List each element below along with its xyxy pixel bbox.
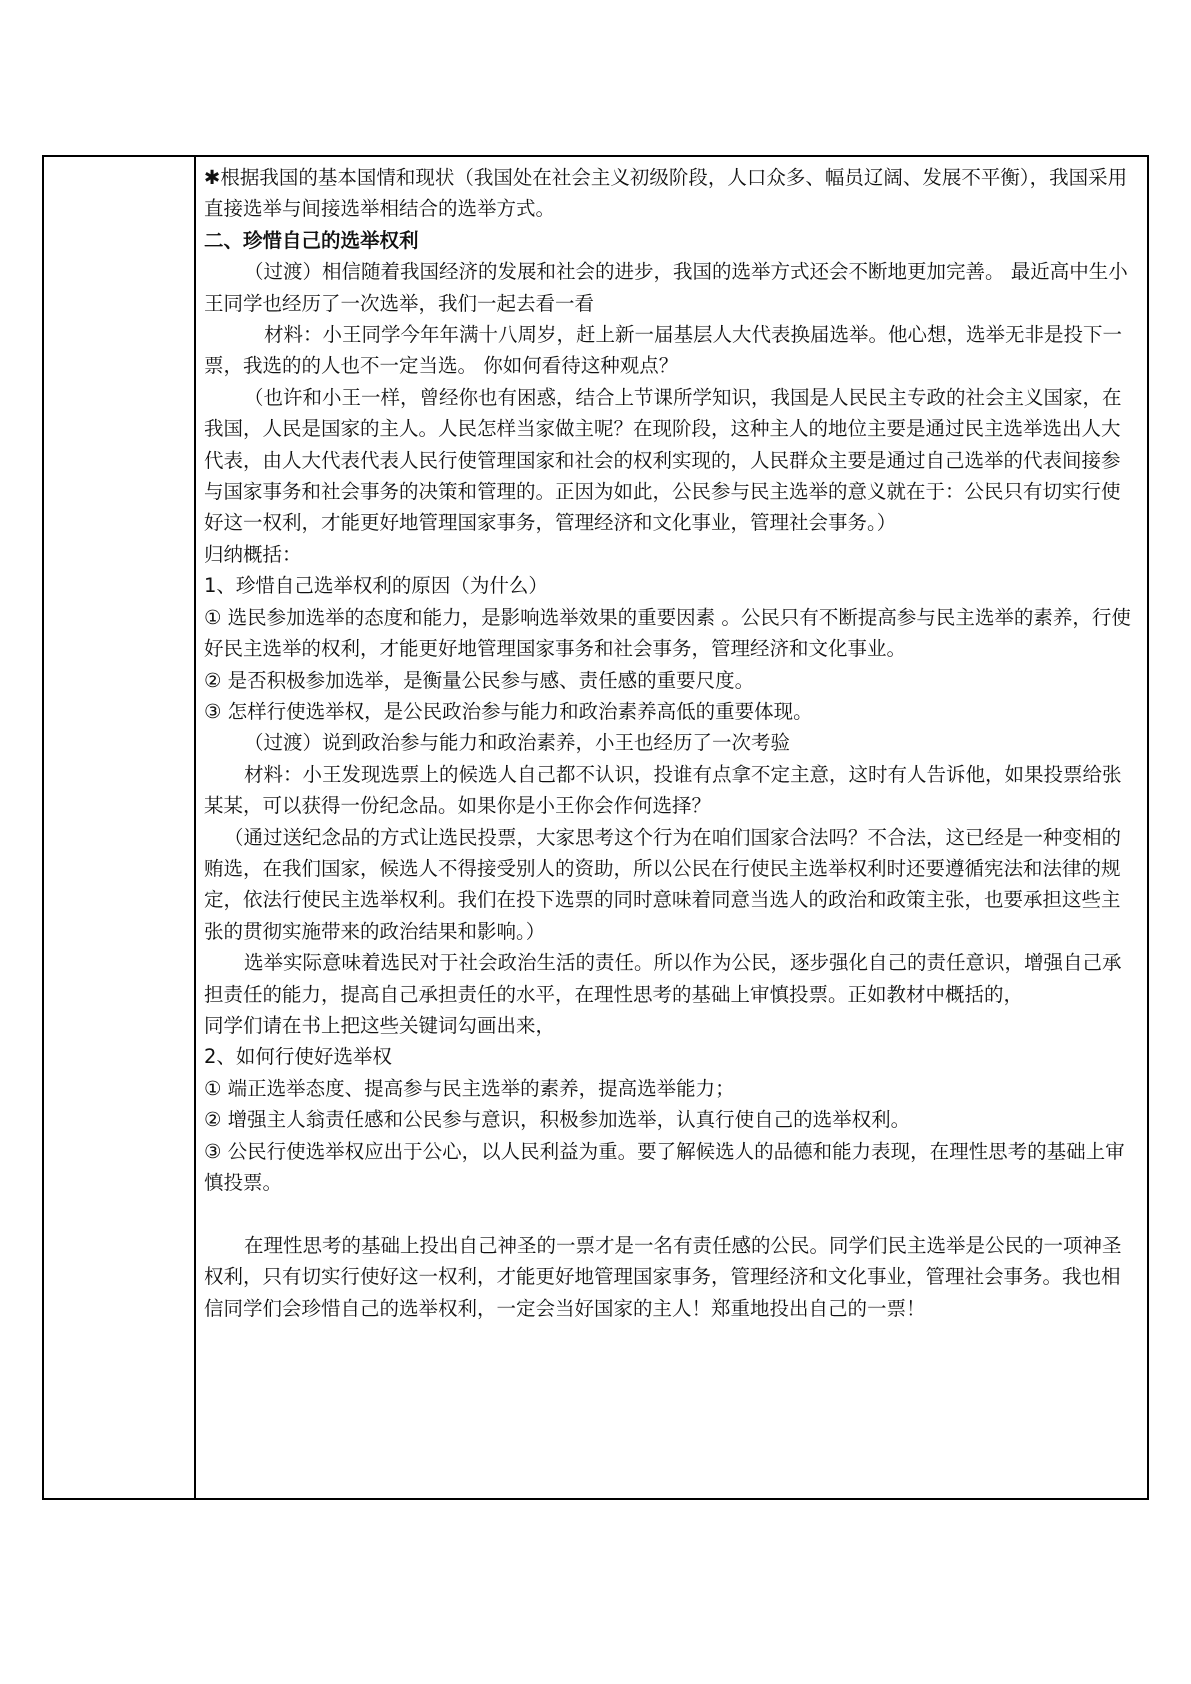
paragraph-material-1: 材料：小王同学今年年满十八周岁，赶上新一届基层人大代表换届选举。他心想，选举无非是投下一票，我选的的人也不一定当选。 你如何看待这种观点？	[204, 323, 1123, 378]
left-column-cell	[44, 157, 196, 1498]
blank-line	[204, 1198, 1139, 1229]
list-item-how-3: ③ 公民行使选举权应出于公心，以人民利益为重。要了解候选人的品德和能力表现，在理性思考的基础上审慎投票。	[204, 1139, 1125, 1194]
list-item-how-1: ① 端正选举态度、提高参与民主选举的素养，提高选举能力；	[204, 1076, 735, 1100]
paragraph-material-2: 材料：小王发现选票上的候选人自己都不认识，投谁有点拿不定主意，这时有人告诉他，如果投票给张某某，可以获得一份纪念品。如果你是小王你会作何选择？	[204, 762, 1122, 818]
lesson-table	[42, 155, 1149, 1500]
paragraph-explanation-2: （通过送纪念品的方式让选民投票，大家思考这个行为在咱们国家合法吗？不合法，这已经是一种变相的贿选，在我们国家，候选人不得接受别人的资助，所以公民在行使民主选举权利时还要遵循宪法和法律的规定，依法行使民主选举权利。我们在投下选票的同时意味着同意当选人的政治和政策主张，也要承担这些主张的贯彻实施带来的政治结果和影响。）	[204, 825, 1122, 943]
paragraph-transition-1: （过渡）相信随着我国经济的发展和社会的进步，我国的选举方式还会不断地更加完善。 最近高中生小王同学也经历了一次选举，我们一起去看一看	[204, 260, 1128, 315]
paragraph-reason-heading: 1、珍惜自己选举权利的原因（为什么）	[204, 574, 548, 598]
list-item-how-2: ② 增强主人翁责任感和公民参与意识，积极参加选举，认真行使自己的选举权利。	[204, 1108, 911, 1132]
paragraph-transition-2: （过渡）说到政治参与能力和政治素养，小王也经历了一次考验	[244, 731, 791, 755]
paragraph-responsibility: 选举实际意味着选民对于社会政治生活的责任。所以作为公民，逐步强化自己的责任意识，增强自己承担责任的能力，提高自己承担责任的水平，在理性思考的基础上审慎投票。正如教材中概括的，	[204, 951, 1122, 1006]
list-item-reason-1: ① 选民参加选举的态度和能力，是影响选举效果的重要因素 。公民只有不断提高参与民主选举的素养，行使好民主选举的权利，才能更好地管理国家事务和社会事务，管理经济和文化事业。	[204, 605, 1131, 661]
paragraph-how-heading: 2、如何行使好选举权	[204, 1045, 392, 1069]
list-item-reason-3: ③ 怎样行使选举权，是公民政治参与能力和政治素养高低的重要体现。	[204, 699, 813, 723]
paragraph-instruction: 同学们请在书上把这些关键词勾画出来，	[204, 1013, 556, 1037]
list-item-reason-2: ② 是否积极参加选举，是衡量公民参与感、责任感的重要尺度。	[204, 668, 755, 692]
paragraph-conclusion: 在理性思考的基础上投出自己神圣的一票才是一名有责任感的公民。同学们民主选举是公民的一项神圣权利，只有切实行使好这一权利，才能更好地管理国家事务，管理经济和文化事业，管理社会事务。我也相信同学们会珍惜自己的选举权利，一定会当好国家的主人！郑重地投出自己的一票！	[204, 1233, 1122, 1320]
paragraph-summary-label: 归纳概括：	[204, 542, 302, 566]
section-heading: 二、珍惜自己的选举权利	[204, 228, 419, 252]
paragraph-election-method: ✱根据我国的基本国情和现状（我国处在社会主义初级阶段，人口众多、幅员辽阔、发展不平衡），我国采用直接选举与间接选举相结合的选举方式。	[204, 166, 1128, 221]
paragraph-explanation-1: （也许和小王一样，曾经你也有困惑，结合上节课所学知识，我国是人民民主专政的社会主义国家，在我国，人民是国家的主人。人民怎样当家做主呢？在现阶段，这种主人的地位主要是通过民主选举选出人大代表，由人大代表代表人民行使管理国家和社会的权利实现的，人民群众主要是通过自己选举的代表间接参与国家事务和社会事务的决策和管理的。正因为如此，公民参与民主选举的意义就在于：公民只有切实行使好这一权利，才能更好地管理国家事务，管理经济和文化事业，管理社会事务。）	[204, 385, 1122, 535]
content-cell	[196, 157, 1147, 1498]
